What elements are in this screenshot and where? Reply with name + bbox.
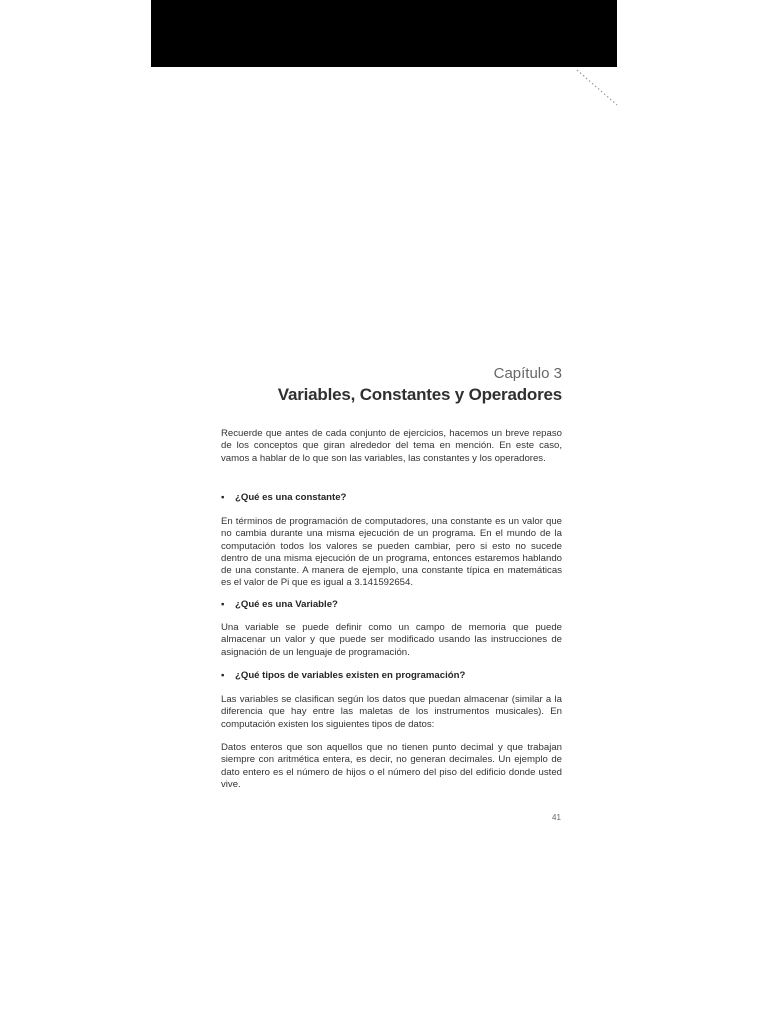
question-variable-types-text: ¿Qué tipos de variables existen en programación? bbox=[235, 670, 466, 681]
question-variable-text: ¿Qué es una Variable? bbox=[235, 599, 338, 610]
bullet-icon: ▪ bbox=[221, 599, 225, 610]
question-variable bbox=[221, 599, 566, 611]
page-number: 41 bbox=[552, 813, 561, 822]
header-black-band bbox=[151, 0, 617, 67]
chapter-label: Capítulo 3 bbox=[493, 365, 562, 382]
variable-types-paragraph: Las variables se clasifican según los datos que puedan almacenar (similar a la diferencia que hay entre las maletas de los instrumentos musicales). En computación existen los siguientes tipos de datos: bbox=[221, 694, 562, 730]
bullet-icon: ▪ bbox=[221, 670, 225, 681]
constant-paragraph: En términos de programación de computadores, una constante es un valor que no cambia durante una misma ejecución de un programa. En el mundo de la computación todos los valores se pueden cambiar, pero si esto no sucede dentro de una misma ejecución de un programa, entonces estaremos hablando de una constante. A manera de ejemplo, una constante típica en matemáticas es el valor de Pi que es igual a 3.141592654. bbox=[221, 516, 562, 589]
integer-data-paragraph: Datos enteros que son aquellos que no tienen punto decimal y que trabajan siempre con aritmética entera, es decir, no generan decimales. Un ejemplo de dato entero es el número de hijos o el número del piso del edificio donde usted vive. bbox=[221, 742, 562, 790]
variable-paragraph: Una variable se puede definir como un campo de memoria que puede almacenar un valor y que puede ser modificado usando las instrucciones de asignación de un lenguaje de programación. bbox=[221, 622, 562, 658]
intro-paragraph: Recuerde que antes de cada conjunto de ejercicios, hacemos un breve repaso de los conceptos que giran alrededor del tema en mención. En este caso, vamos a hablar de lo que son las variables, las constantes y los operadores. bbox=[221, 428, 562, 464]
question-variable-types bbox=[221, 670, 566, 682]
chapter-title: Variables, Constantes y Operadores bbox=[277, 385, 562, 404]
bullet-icon: ▪ bbox=[221, 492, 225, 503]
question-constant bbox=[221, 492, 566, 504]
decorative-dotted-line bbox=[575, 68, 623, 108]
question-constant-text: ¿Qué es una constante? bbox=[235, 492, 347, 503]
